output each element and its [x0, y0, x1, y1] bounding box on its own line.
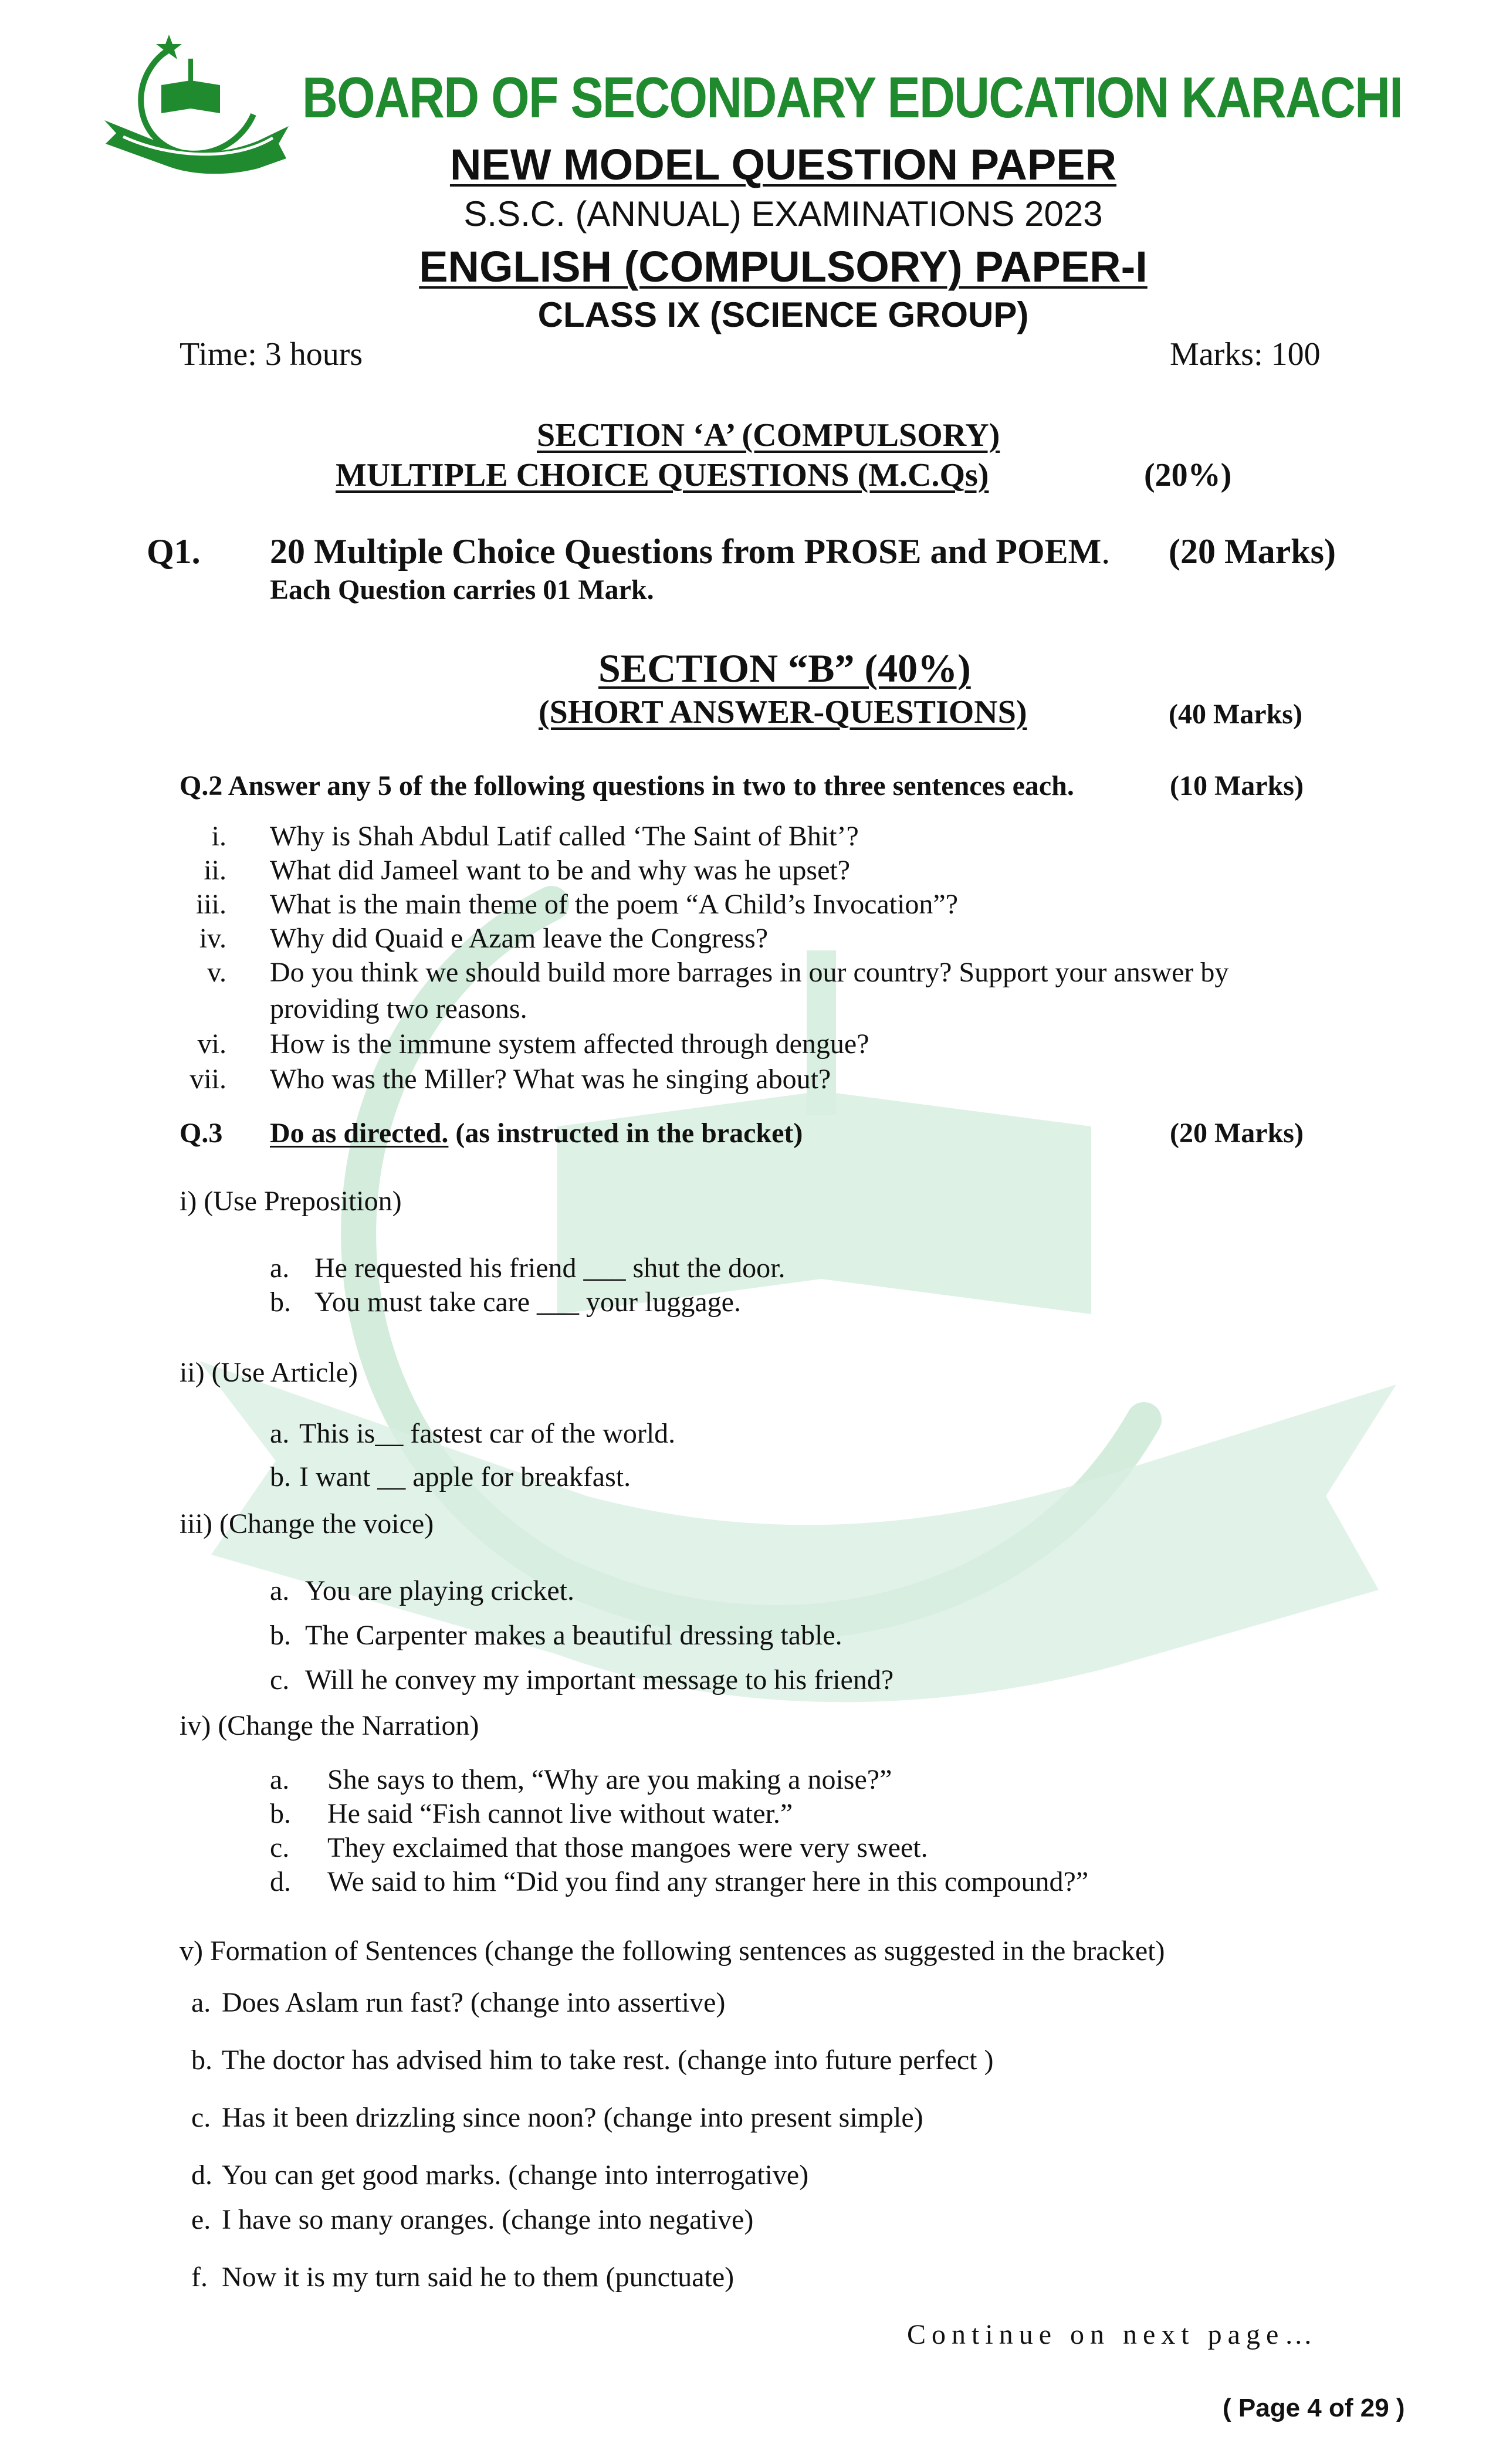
q3-number: Q.3	[180, 1118, 223, 1149]
q3-item-number: c.	[270, 1664, 290, 1695]
q2-item-number: v.	[207, 957, 226, 988]
paper-title: NEW MODEL QUESTION PAPER	[449, 140, 1117, 189]
q1-marks: (20 Marks)	[1169, 532, 1336, 571]
section-a-title: SECTION ‘A’ (COMPULSORY)	[537, 417, 1000, 453]
q3-item-number: a.	[270, 1764, 290, 1795]
q3-item-number: b.	[270, 1798, 291, 1829]
q3-item-text: Has it been drizzling since noon? (change into present simple)	[222, 2102, 923, 2133]
q3-instruction: (as instructed in the bracket)	[455, 1118, 803, 1149]
q3-item-text: Does Aslam run fast? (change into assertive)	[222, 1987, 726, 2018]
q2-item-text: What did Jameel want to be and why was he upset?	[270, 855, 851, 886]
q3-item-text: We said to him “Did you find any stranger here in this compound?”	[327, 1866, 1089, 1897]
q2-item-text-continued: providing two reasons.	[270, 993, 527, 1024]
q1-text: 20 Multiple Choice Questions from PROSE and POEM	[270, 532, 1102, 571]
q2-item-text: Who was the Miller? What was he singing about?	[270, 1064, 831, 1095]
q3-item-text: The Carpenter makes a beautiful dressing table.	[305, 1620, 842, 1651]
q3-item-number: a.	[270, 1575, 290, 1606]
q3-item-text: Will he convey my important message to his friend?	[305, 1664, 894, 1695]
q3-part-formation: v) Formation of Sentences (change the following sentences as suggested in the bracket)	[180, 1935, 1165, 1967]
total-marks: Marks: 100	[1170, 336, 1321, 373]
page-number: ( Page 4 of 29 )	[1223, 2394, 1405, 2422]
q3-item-number: b.	[191, 2045, 212, 2076]
q3-part-voice: iii) (Change the voice)	[180, 1508, 434, 1539]
subject-title: ENGLISH (COMPULSORY) PAPER-I	[419, 242, 1148, 291]
q3-item-number: b.	[270, 1287, 291, 1318]
q3-item-number: d.	[270, 1866, 291, 1897]
section-b-marks: (40 Marks)	[1169, 699, 1302, 730]
exam-name: S.S.C. (ANNUAL) EXAMINATIONS 2023	[463, 194, 1103, 233]
q2-item-text: Why did Quaid e Azam leave the Congress?	[270, 923, 769, 954]
q3-heading	[270, 1117, 803, 1149]
q2-item-number: ii.	[204, 855, 226, 886]
q3-item-number: a.	[191, 1987, 211, 2018]
q2-item-number: iii.	[195, 889, 226, 920]
q3-item-text: Now it is my turn said he to them (punctuate)	[222, 2262, 735, 2293]
q3-item-text: You must take care ___ your luggage.	[314, 1287, 741, 1318]
board-name: BOARD OF SECONDARY EDUCATION KARACHI	[302, 65, 1403, 130]
q3-item-number: b.	[270, 1461, 291, 1492]
q3-part-article: ii) (Use Article)	[180, 1357, 358, 1388]
q1-number: Q1.	[147, 532, 201, 571]
q3-item-text: He said “Fish cannot live without water.”	[327, 1798, 793, 1829]
continue-note: Continue on next page…	[907, 2319, 1319, 2350]
q3-item-number: a.	[270, 1253, 290, 1284]
section-a-percent: (20%)	[1144, 457, 1232, 493]
q3-item-text: This is__ fastest car of the world.	[299, 1418, 676, 1449]
q3-item-text: The doctor has advised him to take rest. (change into future perfect )	[222, 2045, 994, 2076]
q3-item-number: f.	[191, 2262, 208, 2293]
q3-item-number: e.	[191, 2204, 211, 2235]
q2-header: Q.2 Answer any 5 of the following questions in two to three sentences each.	[180, 770, 1074, 801]
q3-item-text: I want __ apple for breakfast.	[299, 1461, 631, 1492]
q3-item-text: They exclaimed that those mangoes were very sweet.	[327, 1832, 928, 1863]
q3-part-narration: iv) (Change the Narration)	[180, 1710, 479, 1741]
q1-question	[270, 532, 1110, 572]
q3-item-text: You are playing cricket.	[305, 1575, 574, 1606]
time-allowed: Time: 3 hours	[180, 336, 363, 373]
q1-dot: .	[1101, 532, 1111, 571]
q2-item-text: What is the main theme of the poem “A Child’s Invocation”?	[270, 889, 959, 920]
q3-marks: (20 Marks)	[1170, 1118, 1304, 1149]
q3-item-text: You can get good marks. (change into interrogative)	[222, 2160, 809, 2191]
section-a-subtitle: MULTIPLE CHOICE QUESTIONS (M.C.Qs)	[336, 457, 989, 493]
q2-item-text: Do you think we should build more barrages in our country? Support your answer by	[270, 957, 1229, 988]
q3-item-number: a.	[270, 1418, 290, 1449]
q2-item-number: vii.	[189, 1064, 226, 1095]
q3-item-text: He requested his friend ___ shut the door.	[314, 1253, 786, 1284]
section-b-subtitle: (SHORT ANSWER-QUESTIONS)	[539, 694, 1027, 730]
q2-item-number: i.	[211, 821, 226, 852]
q2-marks: (10 Marks)	[1170, 770, 1304, 801]
q2-item-text: How is the immune system affected through dengue?	[270, 1028, 869, 1060]
class-title: CLASS IX (SCIENCE GROUP)	[537, 295, 1029, 334]
q3-title: Do as directed.	[270, 1118, 449, 1149]
q3-item-text: I have so many oranges. (change into negative)	[222, 2204, 754, 2235]
q3-item-number: c.	[191, 2102, 211, 2133]
q1-note: Each Question carries 01 Mark.	[270, 574, 654, 605]
q2-item-number: vi.	[197, 1028, 226, 1060]
q3-item-number: b.	[270, 1620, 291, 1651]
q3-item-number: c.	[270, 1832, 290, 1863]
q2-item-number: iv.	[199, 923, 226, 954]
section-b-title: SECTION “B” (40%)	[598, 646, 971, 691]
q3-item-number: d.	[191, 2160, 212, 2191]
q3-part-preposition: i) (Use Preposition)	[180, 1186, 402, 1217]
q3-item-text: She says to them, “Why are you making a noise?”	[327, 1764, 892, 1795]
q2-item-text: Why is Shah Abdul Latif called ‘The Saint of Bhit’?	[270, 821, 859, 852]
